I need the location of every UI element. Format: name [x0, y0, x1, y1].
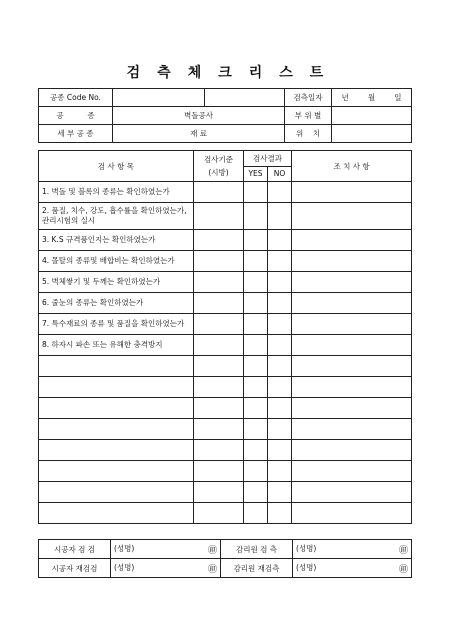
criteria-cell[interactable]: [194, 203, 244, 230]
code-label: 공종 Code No.: [39, 89, 113, 107]
action-cell[interactable]: [292, 251, 412, 272]
no-cell[interactable]: [268, 461, 292, 482]
criteria-cell[interactable]: [194, 377, 244, 398]
no-cell[interactable]: [268, 419, 292, 440]
action-cell[interactable]: [292, 440, 412, 461]
seal-icon: ㊞: [207, 545, 217, 556]
action-cell[interactable]: [292, 482, 412, 503]
no-cell[interactable]: [268, 182, 292, 203]
no-cell[interactable]: [268, 398, 292, 419]
contractor-reinspect-label: 시공자 재검검: [39, 559, 111, 578]
item-cell: 4. 몰탈의 종류및 배합비는 확인하였는가: [39, 251, 194, 272]
action-cell[interactable]: [292, 314, 412, 335]
criteria-cell[interactable]: [194, 482, 244, 503]
yes-cell[interactable]: [244, 440, 268, 461]
table-row: [39, 203, 412, 230]
item-cell: 6. 줄눈의 종류는 확인하였는가: [39, 293, 194, 314]
yes-cell[interactable]: [244, 293, 268, 314]
no-cell[interactable]: [268, 377, 292, 398]
table-row: [39, 482, 412, 503]
seal-icon: ㊞: [398, 564, 408, 575]
header-criteria: [194, 151, 244, 182]
item-cell: [39, 398, 194, 419]
item-cell: [39, 377, 194, 398]
contractor-inspect-label: 시공자 검 검: [39, 540, 111, 559]
table-row: [39, 461, 412, 482]
contractor-reinspect-sign[interactable]: [111, 559, 221, 578]
action-cell[interactable]: [292, 182, 412, 203]
yes-cell[interactable]: [244, 398, 268, 419]
yes-cell[interactable]: [244, 272, 268, 293]
yes-cell[interactable]: [244, 419, 268, 440]
location-label: 부 위 별: [285, 107, 332, 125]
criteria-cell[interactable]: [194, 182, 244, 203]
position-value[interactable]: [332, 125, 412, 143]
no-cell[interactable]: [268, 482, 292, 503]
work-value[interactable]: 벽돌공사: [113, 107, 285, 125]
header-action: 조 치 사 항: [292, 151, 412, 182]
table-row: [39, 230, 412, 251]
table-row: [39, 314, 412, 335]
table-row: [39, 419, 412, 440]
criteria-cell[interactable]: [194, 440, 244, 461]
supervisor-reinspect-sign[interactable]: [293, 559, 412, 578]
action-cell[interactable]: [292, 293, 412, 314]
item-cell: 3. K.S 규격품인지는 확인하였는가: [39, 230, 194, 251]
name-placeholder: (성명): [296, 562, 317, 572]
criteria-cell[interactable]: [194, 293, 244, 314]
table-row: [39, 272, 412, 293]
seal-icon: ㊞: [398, 545, 408, 556]
item-cell: [39, 461, 194, 482]
supervisor-inspect-label: 감리원 검 측: [221, 540, 293, 559]
item-cell: 1. 벽돌 및 블록의 종류는 확인하였는가: [39, 182, 194, 203]
name-placeholder: (성명): [114, 562, 135, 572]
sub-work-label: 세 부 공 종: [39, 125, 113, 143]
item-cell: 7. 특수재료의 종류 및 품질을 확인하였는가: [39, 314, 194, 335]
yes-cell[interactable]: [244, 203, 268, 230]
criteria-cell[interactable]: [194, 251, 244, 272]
item-cell: 2. 품질, 치수, 강도, 흡수률을 확인하였는가, 관리시험의 실시: [39, 203, 194, 230]
no-cell[interactable]: [268, 203, 292, 230]
yes-cell[interactable]: [244, 356, 268, 377]
no-cell[interactable]: [268, 272, 292, 293]
header-result: 검사결과: [244, 151, 292, 167]
action-cell[interactable]: [292, 503, 412, 524]
no-cell[interactable]: [268, 440, 292, 461]
no-cell[interactable]: [268, 356, 292, 377]
item-cell: [39, 482, 194, 503]
signature-table: [38, 539, 412, 578]
criteria-cell[interactable]: [194, 398, 244, 419]
criteria-cell[interactable]: [194, 314, 244, 335]
action-cell[interactable]: [292, 272, 412, 293]
header-no: NO: [268, 166, 292, 182]
info-table: [38, 88, 412, 143]
header-criteria-line2: (시방): [208, 168, 229, 177]
table-row: [39, 440, 412, 461]
no-cell[interactable]: [268, 335, 292, 356]
action-cell[interactable]: [292, 377, 412, 398]
checklist-table: [38, 150, 412, 524]
location-value[interactable]: [332, 107, 412, 125]
action-cell[interactable]: [292, 356, 412, 377]
yes-cell[interactable]: [244, 314, 268, 335]
no-cell[interactable]: [268, 251, 292, 272]
criteria-cell[interactable]: [194, 272, 244, 293]
yes-cell[interactable]: [244, 377, 268, 398]
supervisor-reinspect-label: 감리원 재검측: [221, 559, 293, 578]
yes-cell[interactable]: [244, 251, 268, 272]
name-placeholder: (성명): [114, 543, 135, 553]
work-label: 공 종: [39, 107, 113, 125]
action-cell[interactable]: [292, 203, 412, 230]
criteria-cell[interactable]: [194, 461, 244, 482]
table-row: [39, 377, 412, 398]
item-cell: [39, 356, 194, 377]
action-cell[interactable]: [292, 230, 412, 251]
yes-cell[interactable]: [244, 503, 268, 524]
table-row: [39, 293, 412, 314]
no-cell[interactable]: [268, 230, 292, 251]
supervisor-inspect-sign[interactable]: [293, 540, 412, 559]
date-label: 검측일자: [285, 89, 332, 107]
table-row: [39, 503, 412, 524]
contractor-inspect-sign[interactable]: [111, 540, 221, 559]
criteria-cell[interactable]: [194, 503, 244, 524]
criteria-cell[interactable]: [194, 230, 244, 251]
header-item: 검 사 항 목: [39, 151, 194, 182]
no-cell[interactable]: [268, 503, 292, 524]
item-cell: [39, 419, 194, 440]
code-value[interactable]: [113, 89, 205, 107]
position-label: 위 치: [285, 125, 332, 143]
no-cell[interactable]: [268, 293, 292, 314]
action-cell[interactable]: [292, 419, 412, 440]
name-placeholder: (성명): [296, 543, 317, 553]
header-criteria-line1: 검사기준: [204, 155, 233, 164]
date-year: 년: [341, 93, 349, 102]
item-cell: 8. 하자시 파손 또는 유해한 충격방지: [39, 335, 194, 356]
table-row: [39, 398, 412, 419]
date-value[interactable]: [332, 89, 412, 107]
action-cell[interactable]: [292, 335, 412, 356]
table-row: [39, 182, 412, 203]
header-yes: YES: [244, 166, 268, 182]
material-label: 재 료: [113, 125, 285, 143]
seal-icon: ㊞: [207, 564, 217, 575]
no-cell[interactable]: [268, 314, 292, 335]
action-cell[interactable]: [292, 461, 412, 482]
yes-cell[interactable]: [244, 482, 268, 503]
table-row: [39, 356, 412, 377]
criteria-cell[interactable]: [194, 419, 244, 440]
yes-cell[interactable]: [244, 230, 268, 251]
yes-cell[interactable]: [244, 461, 268, 482]
yes-cell[interactable]: [244, 335, 268, 356]
action-cell[interactable]: [292, 398, 412, 419]
yes-cell[interactable]: [244, 182, 268, 203]
item-cell: [39, 440, 194, 461]
item-cell: 5. 벽체쌓기 및 두께는 확인하였는가: [39, 272, 194, 293]
table-row: [39, 251, 412, 272]
date-month: 월: [367, 93, 376, 102]
page-title: 검측체크리스트: [126, 65, 341, 81]
item-cell: [39, 503, 194, 524]
criteria-cell[interactable]: [194, 356, 244, 377]
table-row: [39, 335, 412, 356]
date-day: 일: [394, 93, 402, 102]
criteria-cell[interactable]: [194, 335, 244, 356]
